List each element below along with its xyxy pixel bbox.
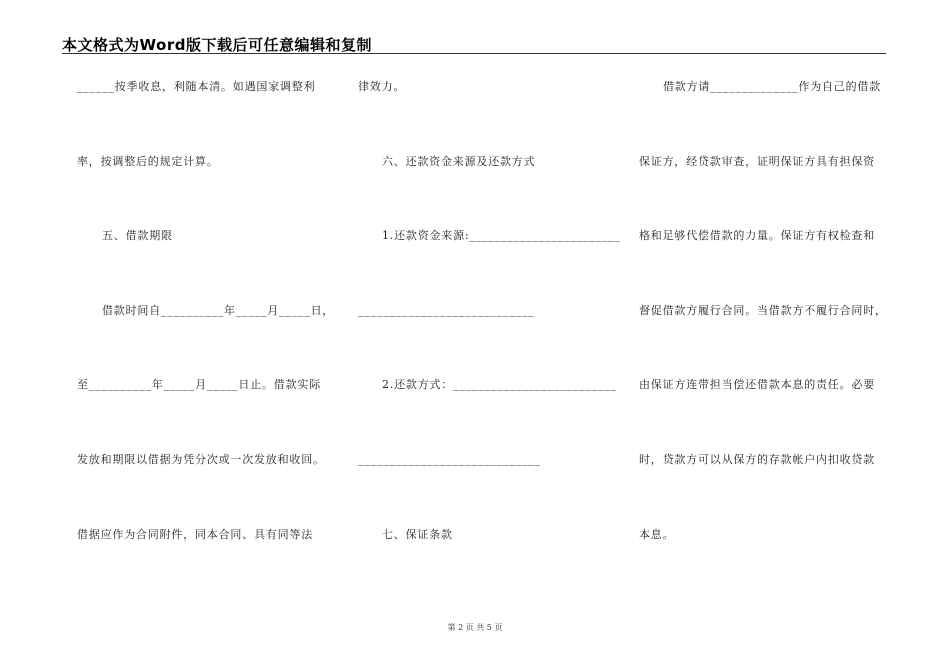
- section-heading-loan-term: 五、借款期限: [102, 229, 173, 242]
- right-line-7: 本息。: [639, 528, 675, 541]
- section-heading-repayment: 六、还款资金来源及还款方式: [382, 155, 536, 168]
- right-line-2: 保证方，经贷款审查，证明保证方具有担保资: [639, 155, 875, 168]
- left-line-2: 率，按调整后的规定计算。: [77, 155, 219, 168]
- left-line-4: 借款时间自__________年_____月_____日，: [102, 304, 335, 317]
- document-header-title: 本文格式为Word版下载后可任意编辑和复制: [62, 36, 372, 54]
- right-line-6: 时，贷款方可以从保方的存款帐户内扣收贷款: [639, 453, 875, 466]
- right-line-4: 督促借款方履行合同。当借款方不履行合同时，: [639, 304, 887, 317]
- right-line-1: 借款方请______________作为自己的借款: [663, 80, 881, 93]
- left-line-5: 至__________年_____月_____日止。借款实际: [77, 378, 321, 391]
- middle-line-5: 2.还款方式：__________________________: [382, 378, 617, 391]
- right-line-3: 格和足够代偿借款的力量。保证方有权检查和: [639, 229, 875, 242]
- section-heading-guarantee: 七、保证条款: [382, 528, 453, 541]
- left-line-1: ______按季收息，利随本清。如遇国家调整利: [77, 80, 316, 93]
- middle-line-6: _____________________________: [358, 453, 541, 466]
- page-number-footer: 第 2 页 共 5 页: [447, 623, 503, 632]
- right-line-5: 由保证方连带担当偿还借款本息的责任。必要: [639, 378, 875, 391]
- header-divider: [62, 53, 886, 54]
- left-line-7: 借据应作为合同附件，同本合同、具有同等法: [77, 528, 313, 541]
- left-line-6: 发放和期限以借据为凭分次或一次发放和收回。: [77, 453, 325, 466]
- middle-line-1: 律效力。: [358, 80, 406, 93]
- middle-line-4: ____________________________: [358, 304, 535, 317]
- middle-line-3: 1.还款资金来源:________________________: [382, 229, 621, 242]
